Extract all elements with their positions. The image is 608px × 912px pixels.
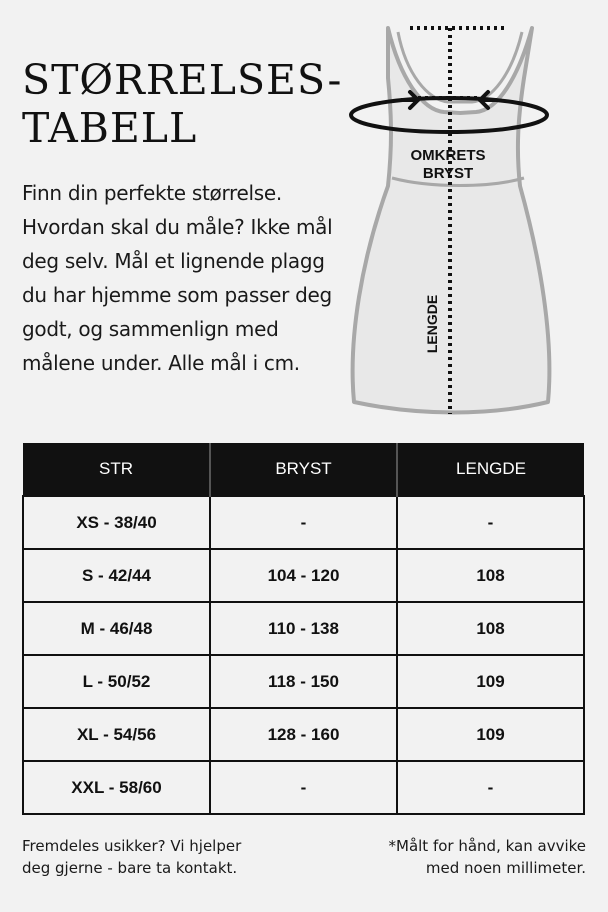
length-label: LENGDE [424, 294, 440, 354]
title-line-1: STØRRELSES- [22, 56, 343, 104]
table-row [23, 761, 584, 814]
intro-text: Finn din perfekte størrelse. Hvordan skal du måle? Ikke mål deg selv. Mål et lignende plagg du har hjemme som passer deg godt, og sammenlign med målene under. Alle mål i cm. [22, 181, 333, 375]
table-row [23, 549, 584, 602]
table-row [23, 496, 584, 549]
table-row [23, 655, 584, 708]
cell-size: XS - 38/40 [23, 496, 210, 549]
cell-chest: 104 - 120 [210, 549, 397, 602]
cell-size: L - 50/52 [23, 655, 210, 708]
table-row [23, 708, 584, 761]
help-note-line-1: Fremdeles usikker? Vi hjelper [22, 837, 242, 855]
disclaimer-note [326, 835, 586, 879]
cell-chest: - [210, 761, 397, 814]
cell-size: XL - 54/56 [23, 708, 210, 761]
header-size: STR [23, 443, 210, 496]
header-chest: BRYST [210, 443, 397, 496]
cell-length: 109 [397, 655, 584, 708]
title-line-2: TABELL [22, 104, 198, 152]
page-title [22, 56, 342, 152]
dress-measurement-icon [340, 18, 580, 418]
cell-chest: 118 - 150 [210, 655, 397, 708]
chest-label-2: BRYST [422, 165, 474, 182]
disclaimer-line-1: *Målt for hånd, kan avvike [388, 837, 586, 855]
cell-size: XXL - 58/60 [23, 761, 210, 814]
cell-chest: 128 - 160 [210, 708, 397, 761]
help-note-line-2: deg gjerne - bare ta kontakt. [22, 859, 238, 877]
size-table [22, 443, 585, 815]
disclaimer-line-2: med noen millimeter. [425, 859, 586, 877]
cell-length: - [397, 496, 584, 549]
chest-label-1: OMKRETS [410, 147, 486, 164]
cell-chest: - [210, 496, 397, 549]
header-length: LENGDE [397, 443, 584, 496]
table-header-row [23, 443, 584, 496]
cell-size: M - 46/48 [23, 602, 210, 655]
cell-length: 108 [397, 602, 584, 655]
table-row [23, 602, 584, 655]
cell-length: 108 [397, 549, 584, 602]
cell-length: - [397, 761, 584, 814]
cell-length: 109 [397, 708, 584, 761]
cell-chest: 110 - 138 [210, 602, 397, 655]
cell-size: S - 42/44 [23, 549, 210, 602]
help-note [22, 835, 322, 879]
